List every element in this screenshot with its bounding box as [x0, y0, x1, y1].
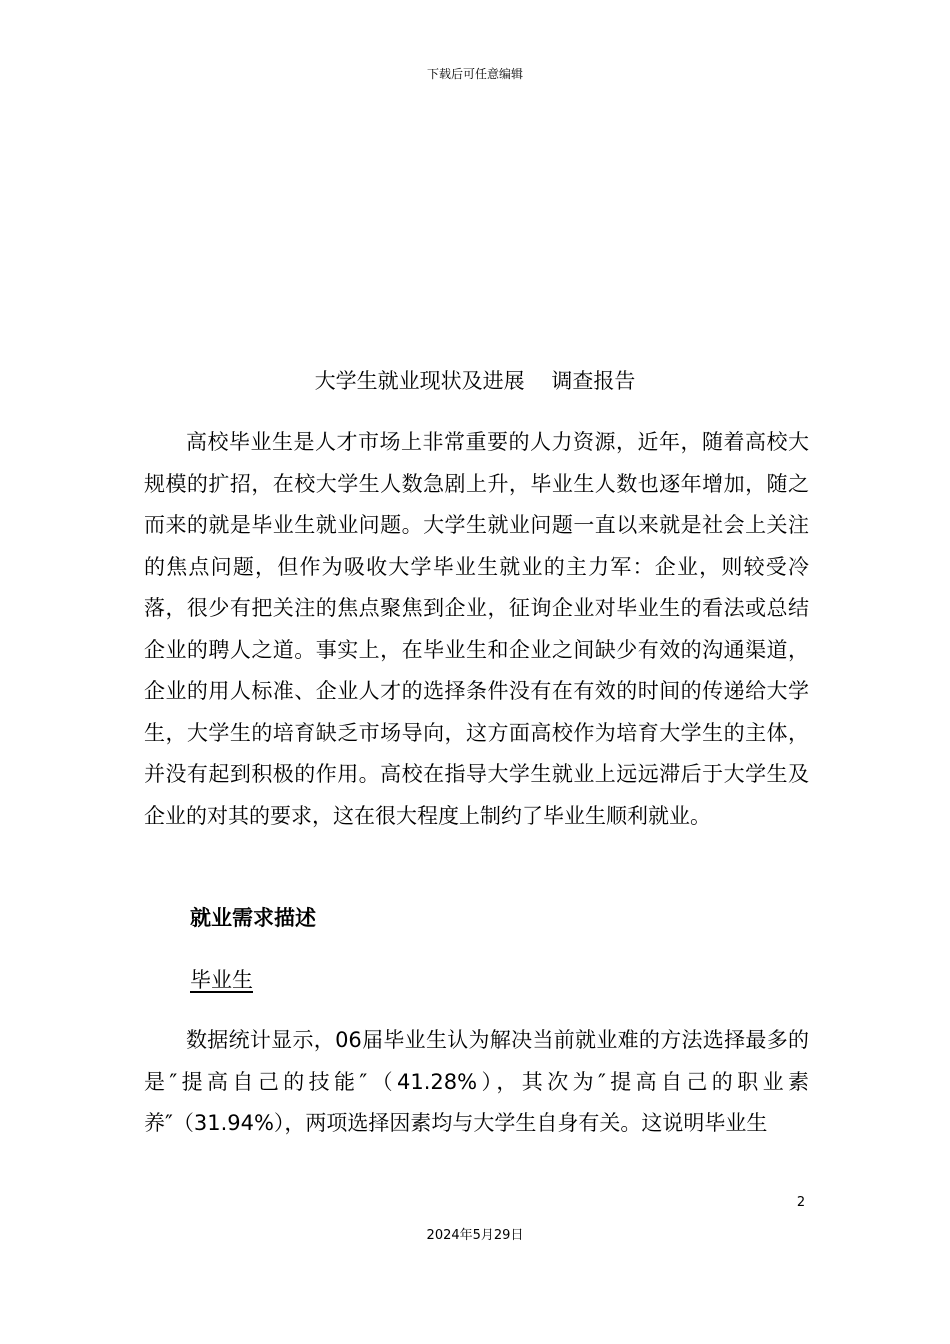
intro-paragraph: 高校毕业生是人才市场上非常重要的人力资源，近年，随着高校大规模的扩招，在校大学生人数急剧上升，毕业生人数也逐年增加，随之而来的就是毕业生就业问题。大学生就业问题一直以来就是社会上关注的焦点问题，但作为吸收大学毕业生就业的主力军：企业，则较受冷落，很少有把关注的焦点聚焦到企业，征询企业对毕业生的看法或总结企业的聘人之道。事实上，在毕业生和企业之间缺少有效的沟通渠道，企业的用人标准、企业人才的选择条件没有在有效的时间的传递给大学生，大学生的培育缺乏市场导向，这方面高校作为培育大学生的主体，并没有起到积极的作用。高校在指导大学生就业上远远滞后于大学生及企业的对其的要求，这在很大程度上制约了毕业生顺利就业。 — [144, 430, 809, 828]
subsection-heading: 毕业生 — [190, 968, 253, 992]
stats-paragraph: 数据统计显示，06届毕业生认为解决当前就业难的方法选择最多的是″提高自己的技能″（41.28%），其次为″提高自己的职业素养″（31.94%），两项选择因素均与大学生自身有关。这说明毕业生 — [144, 1028, 809, 1135]
footer-date: 2024年5月29日 — [426, 1228, 524, 1243]
header-note: 下载后可任意编辑 — [426, 67, 523, 81]
section-heading: 就业需求描述 — [190, 906, 316, 930]
page-number: 2 — [796, 1195, 806, 1210]
document-title: 大学生就业现状及进展 调查报告 — [314, 369, 636, 393]
